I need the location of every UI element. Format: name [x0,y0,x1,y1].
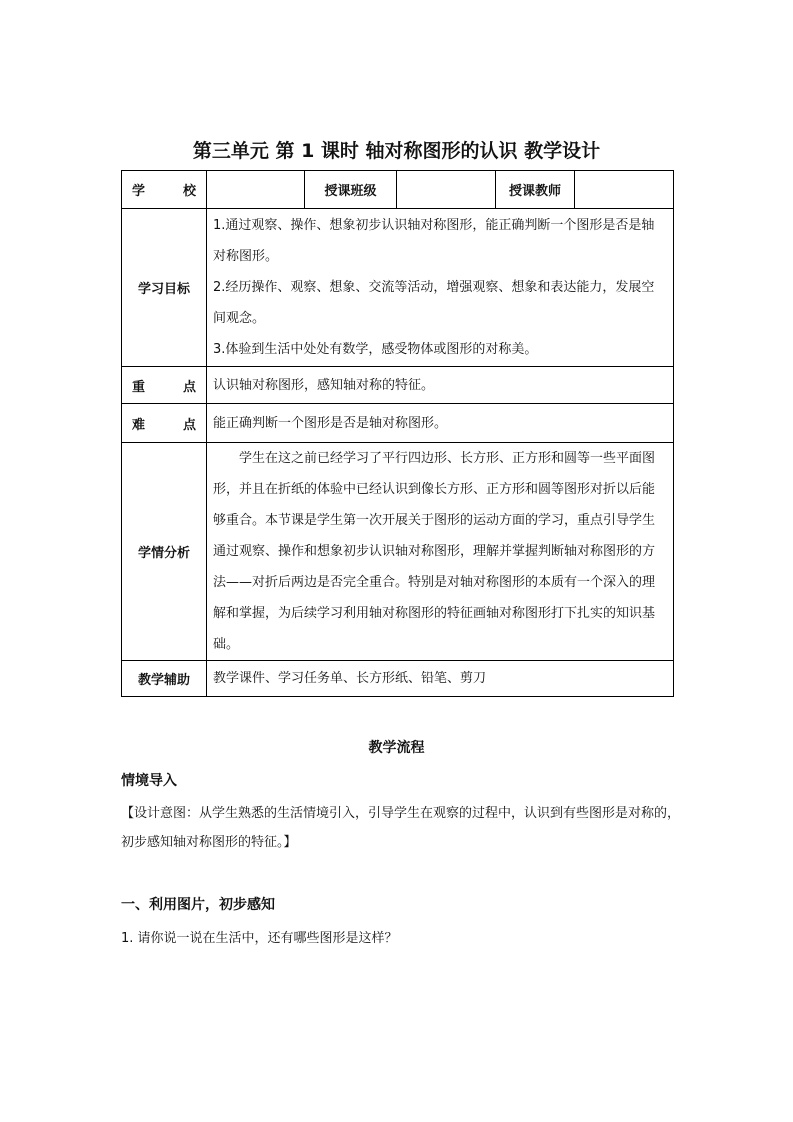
goal-item: 1.通过观察、操作、想象初步认识轴对称图形，能正确判断一个图形是否是轴对称图形。 [213,218,655,264]
aids-label: 教学辅助 [122,661,207,697]
key-point-label-char-1: 重 [132,379,146,395]
class-label: 授课班级 [305,171,397,209]
teacher-value [575,171,674,209]
table-row-analysis [122,443,674,661]
flow-heading: 教学流程 [368,740,425,756]
key-point-value: 认识轴对称图形，感知轴对称的特征。 [207,367,674,404]
table-row-goals [122,209,674,367]
goal-item: 2.经历操作、观察、想象、交流等活动，增强观察、想象和表达能力，发展空间观念。 [213,280,655,326]
difficult-point-value: 能正确判断一个图形是否是轴对称图形。 [207,404,674,443]
school-label-char-1: 学 [132,184,146,199]
table-row-header [122,171,674,209]
table-row-key-point [122,367,674,404]
analysis-content: 学生在这之前已经学习了平行四边形、长方形、正方形和圆等一些平面图形，并且在折纸的体验中已经认识到像长方形、正方形和圆等图形对折以后能够重合。本节课是学生第一次开展关于图形的运动方面的学习，重点引导学生通过观察、操作和想象初步认识轴对称图形，理解并掌握判断轴对称图形的方法——对折后两边是否完全重合。特别是对轴对称图形的本质有一个深入的理解和掌握，为后续学习利用轴对称图形的特征画轴对称图形打下扎实的知识基础。 [207,443,674,661]
table-row-difficult-point [122,404,674,443]
class-value [397,171,496,209]
document-title: 第三单元 第 1 课时 轴对称图形的认识 教学设计 [192,140,601,162]
school-label-char-2: 校 [182,184,196,199]
design-intent: 【设计意图：从学生熟悉的生活情境引入，引导学生在观察的过程中，认识到有些图形是对称的，初步感知轴对称图形的特征。】 [121,806,681,850]
difficult-point-label [122,404,207,443]
lesson-info-table [121,170,674,697]
key-point-label [122,367,207,404]
table-row-aids [122,661,674,697]
teacher-label: 授课教师 [496,171,575,209]
school-label [122,171,207,209]
question-item: 1. 请你说一说在生活中，还有哪些图形是这样？ [121,931,398,946]
aids-value: 教学课件、学习任务单、长方形纸、铅笔、剪刀 [207,661,674,697]
school-value [207,171,305,209]
section-heading: 情境导入 [121,773,177,789]
goals-label: 学习目标 [122,209,207,367]
key-point-label-char-2: 点 [182,379,196,395]
analysis-label: 学情分析 [122,443,207,661]
goals-content [207,209,674,367]
subsection-heading: 一、利用图片，初步感知 [121,897,275,913]
difficult-point-label-char-1: 难 [132,417,146,433]
goal-item: 3.体验到生活中处处有数学，感受物体或图形的对称美。 [213,342,538,357]
difficult-point-label-char-2: 点 [182,417,196,433]
